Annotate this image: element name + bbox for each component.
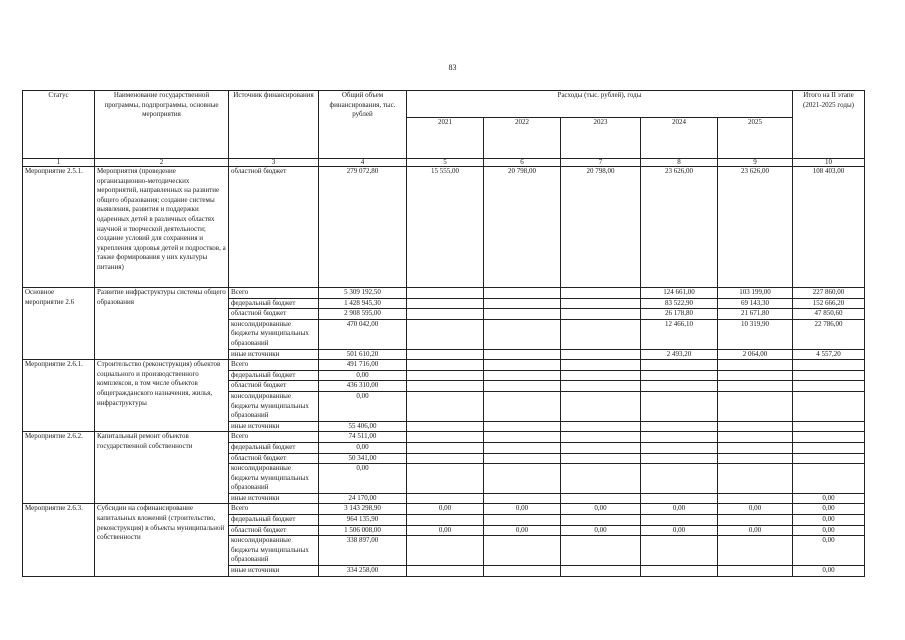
row-2021 — [407, 566, 484, 577]
row-2022 — [484, 464, 561, 494]
header-year: 2025 — [718, 118, 793, 159]
column-number: 10 — [793, 159, 865, 167]
row-stage-total: 47 850,60 — [793, 309, 865, 320]
row-source: консолидированные бюджеты муниципальных образований — [229, 536, 319, 566]
row-total: 24 170,00 — [319, 493, 407, 504]
header-status: Статус — [23, 91, 95, 159]
row-name: Субсидии на софинансирование капитальных вложений (строительство, реконструкция) в объекты муниципальной собственности — [95, 504, 229, 576]
row-2022 — [484, 381, 561, 392]
row-source: консолидированные бюджеты муниципальных образований — [229, 464, 319, 494]
header-source: Источник финансирования — [229, 91, 319, 159]
row-2025: 23 626,00 — [718, 167, 793, 288]
row-stage-total — [793, 370, 865, 381]
row-source: иные источники — [229, 493, 319, 504]
column-number: 5 — [407, 159, 484, 167]
header-name: Наименование государственной программы, подпрограммы, основные мероприятия — [95, 91, 229, 159]
row-source: Всего — [229, 288, 319, 299]
page-number: 83 — [448, 63, 457, 72]
row-2024 — [641, 493, 718, 504]
row-2023 — [561, 391, 641, 421]
row-source: Всего — [229, 360, 319, 371]
row-2024: 23 626,00 — [641, 167, 718, 288]
row-2024: 83 522,90 — [641, 298, 718, 309]
row-2021: 0,00 — [407, 504, 484, 515]
row-total: 55 406,00 — [319, 421, 407, 432]
row-2024 — [641, 453, 718, 464]
row-2023 — [561, 493, 641, 504]
budget-table — [22, 90, 865, 577]
row-2024 — [641, 536, 718, 566]
row-total: 338 897,00 — [319, 536, 407, 566]
row-2023 — [561, 566, 641, 577]
row-2022 — [484, 349, 561, 360]
row-2024 — [641, 432, 718, 443]
row-source: Всего — [229, 504, 319, 515]
row-2025: 103 199,00 — [718, 288, 793, 299]
row-status: Мероприятие 2.5.1. — [23, 167, 95, 288]
row-total: 1 428 945,30 — [319, 298, 407, 309]
column-number: 9 — [718, 159, 793, 167]
row-status: Мероприятие 2.6.3. — [23, 504, 95, 576]
row-2022 — [484, 432, 561, 443]
table-row — [23, 288, 865, 299]
row-2022: 0,00 — [484, 525, 561, 536]
row-2023 — [561, 298, 641, 309]
row-total: 3 143 298,90 — [319, 504, 407, 515]
row-source: областной бюджет — [229, 453, 319, 464]
row-2022 — [484, 536, 561, 566]
row-source: консолидированные бюджеты муниципальных образований — [229, 391, 319, 421]
row-source: консолидированные бюджеты муниципальных образований — [229, 319, 319, 349]
row-stage-total — [793, 464, 865, 494]
row-total: 470 042,00 — [319, 319, 407, 349]
column-number: 1 — [23, 159, 95, 167]
row-total: 279 072,80 — [319, 167, 407, 288]
row-2025 — [718, 391, 793, 421]
row-total: 0,00 — [319, 391, 407, 421]
row-2025: 21 671,80 — [718, 309, 793, 320]
row-2025 — [718, 464, 793, 494]
row-2024 — [641, 381, 718, 392]
row-name: Развитие инфраструктуры системы общего образования — [95, 288, 229, 360]
row-2023 — [561, 515, 641, 526]
column-number: 7 — [561, 159, 641, 167]
row-stage-total: 108 403,00 — [793, 167, 865, 288]
row-2025 — [718, 381, 793, 392]
row-source: областной бюджет — [229, 525, 319, 536]
row-2024: 0,00 — [641, 504, 718, 515]
row-2022: 0,00 — [484, 504, 561, 515]
row-2023: 0,00 — [561, 525, 641, 536]
row-2024 — [641, 360, 718, 371]
row-total: 334 258,00 — [319, 566, 407, 577]
row-2025 — [718, 432, 793, 443]
column-number: 2 — [95, 159, 229, 167]
row-2024 — [641, 421, 718, 432]
row-2022 — [484, 298, 561, 309]
row-2021 — [407, 309, 484, 320]
row-source: областной бюджет — [229, 167, 319, 288]
row-2024 — [641, 370, 718, 381]
row-2021 — [407, 464, 484, 494]
row-2021 — [407, 360, 484, 371]
row-2023 — [561, 464, 641, 494]
table-row — [23, 360, 865, 371]
header-total: Общий объем финансирования, тыс. рублей — [319, 91, 407, 159]
header-year: 2022 — [484, 118, 561, 159]
row-total: 501 610,20 — [319, 349, 407, 360]
row-2021 — [407, 370, 484, 381]
row-stage-total: 0,00 — [793, 504, 865, 515]
row-2021 — [407, 453, 484, 464]
row-stage-total — [793, 442, 865, 453]
row-total: 5 309 192,50 — [319, 288, 407, 299]
header-expenses: Расходы (тыс. рублей), годы — [407, 91, 793, 118]
row-2021: 0,00 — [407, 525, 484, 536]
row-2024: 12 466,10 — [641, 319, 718, 349]
row-2025: 0,00 — [718, 525, 793, 536]
row-stage-total: 152 666,20 — [793, 298, 865, 309]
row-2025 — [718, 453, 793, 464]
header-year: 2024 — [641, 118, 718, 159]
row-stage-total — [793, 421, 865, 432]
column-number: 6 — [484, 159, 561, 167]
row-2023 — [561, 288, 641, 299]
row-stage-total: 22 786,00 — [793, 319, 865, 349]
row-2021 — [407, 319, 484, 349]
row-2024: 0,00 — [641, 525, 718, 536]
row-source: иные источники — [229, 421, 319, 432]
row-2023: 20 798,00 — [561, 167, 641, 288]
table-row — [23, 167, 865, 288]
row-2023 — [561, 309, 641, 320]
row-stage-total: 0,00 — [793, 525, 865, 536]
row-2021 — [407, 288, 484, 299]
row-source: федеральный бюджет — [229, 370, 319, 381]
row-stage-total: 227 860,00 — [793, 288, 865, 299]
column-number-row — [23, 159, 865, 167]
row-stage-total — [793, 453, 865, 464]
row-2021 — [407, 515, 484, 526]
header-year: 2023 — [561, 118, 641, 159]
table-body — [23, 167, 865, 577]
row-source: иные источники — [229, 566, 319, 577]
row-source: областной бюджет — [229, 309, 319, 320]
row-stage-total — [793, 432, 865, 443]
row-2024 — [641, 566, 718, 577]
row-2023 — [561, 370, 641, 381]
row-stage-total: 0,00 — [793, 566, 865, 577]
row-2022: 20 798,00 — [484, 167, 561, 288]
row-source: федеральный бюджет — [229, 515, 319, 526]
row-2024 — [641, 442, 718, 453]
row-2025 — [718, 493, 793, 504]
table-row — [23, 504, 865, 515]
row-2025 — [718, 442, 793, 453]
header-year: 2021 — [407, 118, 484, 159]
row-stage-total: 4 557,20 — [793, 349, 865, 360]
row-2025: 2 064,00 — [718, 349, 793, 360]
row-2021 — [407, 391, 484, 421]
row-2023 — [561, 349, 641, 360]
row-2023 — [561, 442, 641, 453]
row-2022 — [484, 319, 561, 349]
row-total: 0,00 — [319, 442, 407, 453]
row-total: 74 511,00 — [319, 432, 407, 443]
row-total: 0,00 — [319, 464, 407, 494]
row-2022 — [484, 442, 561, 453]
row-2021 — [407, 432, 484, 443]
row-total: 436 310,00 — [319, 381, 407, 392]
row-2021 — [407, 421, 484, 432]
row-2023 — [561, 360, 641, 371]
row-name: Строительство (реконструкция) объектов социального и производственного комплексов, в том числе объектов общегражданского назначения, жилья, инфраструктуры — [95, 360, 229, 432]
row-2022 — [484, 309, 561, 320]
row-2025 — [718, 536, 793, 566]
row-2025: 69 143,30 — [718, 298, 793, 309]
row-2024 — [641, 391, 718, 421]
column-number: 4 — [319, 159, 407, 167]
row-name: Капитальный ремонт объектов государственной собственности — [95, 432, 229, 504]
row-2025 — [718, 421, 793, 432]
row-2021 — [407, 493, 484, 504]
row-total: 50 341,00 — [319, 453, 407, 464]
row-2022 — [484, 288, 561, 299]
row-2021 — [407, 349, 484, 360]
row-2024 — [641, 464, 718, 494]
table-row — [23, 432, 865, 443]
row-2024: 26 178,80 — [641, 309, 718, 320]
column-number: 3 — [229, 159, 319, 167]
row-status: Мероприятие 2.6.1. — [23, 360, 95, 432]
column-number: 8 — [641, 159, 718, 167]
row-2025: 0,00 — [718, 504, 793, 515]
row-status: Мероприятие 2.6.2. — [23, 432, 95, 504]
row-source: областной бюджет — [229, 381, 319, 392]
row-2024 — [641, 515, 718, 526]
row-source: Всего — [229, 432, 319, 443]
row-2025 — [718, 370, 793, 381]
row-total: 491 716,00 — [319, 360, 407, 371]
row-stage-total: 0,00 — [793, 515, 865, 526]
header-stage-total: Итого на II этапе (2021-2025 годы) — [793, 91, 865, 159]
row-2021 — [407, 536, 484, 566]
row-2025 — [718, 360, 793, 371]
row-2023: 0,00 — [561, 504, 641, 515]
row-2021 — [407, 298, 484, 309]
row-stage-total: 0,00 — [793, 493, 865, 504]
row-2025: 10 319,90 — [718, 319, 793, 349]
row-2021: 15 555,00 — [407, 167, 484, 288]
row-total: 0,00 — [319, 370, 407, 381]
row-2022 — [484, 360, 561, 371]
row-stage-total: 0,00 — [793, 536, 865, 566]
row-stage-total — [793, 360, 865, 371]
row-2021 — [407, 381, 484, 392]
row-2021 — [407, 442, 484, 453]
row-2022 — [484, 493, 561, 504]
row-status: Основное мероприятие 2.6 — [23, 288, 95, 360]
row-2023 — [561, 421, 641, 432]
row-2022 — [484, 453, 561, 464]
row-total: 2 908 595,00 — [319, 309, 407, 320]
row-2022 — [484, 421, 561, 432]
row-2025 — [718, 566, 793, 577]
row-2025 — [718, 515, 793, 526]
row-2023 — [561, 453, 641, 464]
row-2024: 124 661,00 — [641, 288, 718, 299]
row-2022 — [484, 515, 561, 526]
row-2023 — [561, 319, 641, 349]
row-source: иные источники — [229, 349, 319, 360]
row-total: 1 506 008,00 — [319, 525, 407, 536]
row-2022 — [484, 391, 561, 421]
row-stage-total — [793, 381, 865, 392]
row-2022 — [484, 370, 561, 381]
row-total: 964 135,90 — [319, 515, 407, 526]
row-2023 — [561, 536, 641, 566]
row-2024: 2 493,20 — [641, 349, 718, 360]
row-2022 — [484, 566, 561, 577]
row-name: Мероприятия (проведение организационно-методических мероприятий, направленных на развитие общего образования; создание системы выявления, развития и поддержки одаренных детей в различных областях научной и творческой деятельности; создание условий для сохранения и укрепления здоровья детей и подростков, а также формирования у них культуры питания) — [95, 167, 229, 288]
row-stage-total — [793, 391, 865, 421]
row-2023 — [561, 381, 641, 392]
row-2023 — [561, 432, 641, 443]
row-source: федеральный бюджет — [229, 442, 319, 453]
row-source: федеральный бюджет — [229, 298, 319, 309]
